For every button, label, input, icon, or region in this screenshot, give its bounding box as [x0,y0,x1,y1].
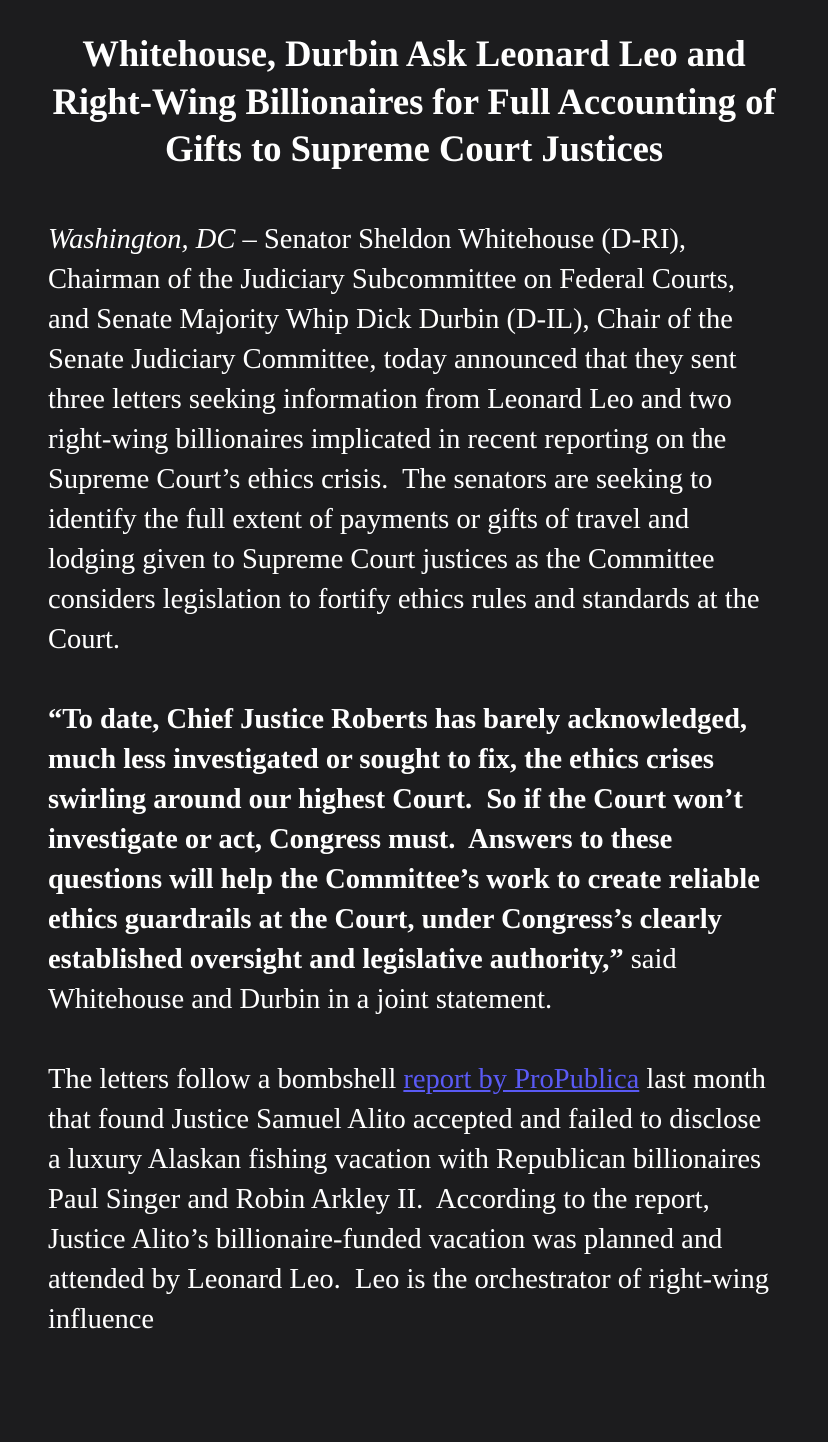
intro-text: – Senator Sheldon Whitehouse (D-RI), Chairman of the Judiciary Subcommittee on Federal Courts, and Senate Majority Whip Dick Durbin (D-IL), Chair of the Senate Judiciary Committee, today announced that they sent three letters seeking information from Leonard Leo and two right-wing billionaires implicated in recent reporting on the Supreme Court’s ethics crisis. The senators are seeking to identify the full extent of payments or gifts of travel and lodging given to Supreme Court justices as the Committee considers legislation to fortify ethics rules and standards at the Court. [48,223,760,655]
background-text-rest: last month that found Justice Samuel Alito accepted and failed to disclose a luxury Alaskan fishing vacation with Republican billionaires Paul Singer and Robin Arkley II. According to the report, Justice Alito’s billionaire-funded vacation was planned and attended by Leonard Leo. Leo is the orchestrator of right-wing influence [48,1063,769,1335]
dateline: Washington, DC [48,223,236,255]
article-title: Whitehouse, Durbin Ask Leonard Leo and Right-Wing Billionaires for Full Accounting of Gifts to Supreme Court Justices [52,33,776,169]
intro-paragraph [48,220,780,660]
propublica-report-link[interactable]: report by ProPublica [403,1063,640,1095]
statement-paragraph [48,700,780,1020]
joint-statement-quote: “To date, Chief Justice Roberts has barely acknowledged, much less investigated or sought to fix, the ethics crises swirling around our highest Court. So if the Court won’t investigate or act, Congress must. Answers to these questions will help the Committee’s work to create reliable ethics guardrails at the Court, under Congress’s clearly established oversight and legislative authority,” [48,703,760,975]
background-text-lead: The letters follow a bombshell [48,1063,404,1095]
background-paragraph [48,1060,780,1340]
statement-attribution: said Whitehouse and Durbin in a joint statement. [48,943,677,1015]
